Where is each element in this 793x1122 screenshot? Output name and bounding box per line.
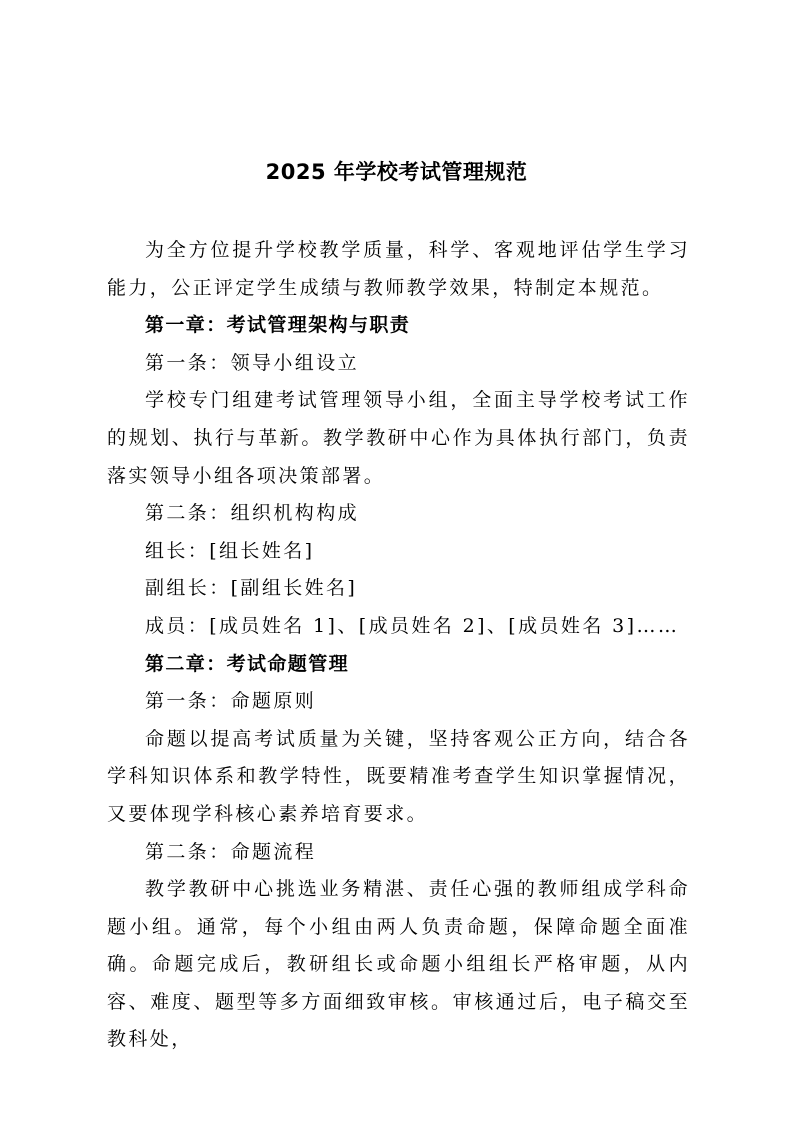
article-heading: 第一条：命题原则: [145, 690, 317, 713]
article-heading: 第二条：命题流程: [145, 840, 317, 863]
members-line: 成员：[成员姓名 1]、[成员姓名 2]、[成员姓名 3]……: [145, 614, 680, 637]
deputy-leader-line: 副组长：[副组长姓名]: [145, 577, 358, 600]
body-paragraph: 学校专门组建考试管理领导小组，全面主导学校考试工作的规划、执行与革新。教学教研中心作为具体执行部门，负责落实领导小组各项决策部署。: [107, 389, 690, 487]
chapter-1-heading: 第一章：考试管理架构与职责: [145, 314, 411, 337]
body-paragraph: 命题以提高考试质量为关键，坚持客观公正方向，结合各学科知识体系和教学特性，既要精准考查学生知识掌握情况，又要体现学科核心素养培育要求。: [107, 727, 690, 825]
body-paragraph: 教学教研中心挑选业务精湛、责任心强的教师组成学科命题小组。通常，每个小组由两人负责命题，保障命题全面准确。命题完成后，教研组长或命题小组组长严格审题，从内容、难度、题型等多方面细致审核。审核通过后，电子稿交至教科处，: [107, 878, 690, 1051]
chapter-2-heading: 第二章：考试命题管理: [145, 652, 350, 675]
article-heading: 第二条：组织机构构成: [145, 502, 360, 525]
document-body: [107, 232, 690, 1059]
intro-paragraph: 为全方位提升学校教学质量，科学、客观地评估学生学习能力，公正评定学生成绩与教师教学效果，特制定本规范。: [107, 239, 690, 299]
document-title: 2025 年学校考试管理规范: [265, 160, 528, 184]
article-heading: 第一条：领导小组设立: [145, 351, 360, 374]
leader-line: 组长：[组长姓名]: [145, 539, 315, 562]
